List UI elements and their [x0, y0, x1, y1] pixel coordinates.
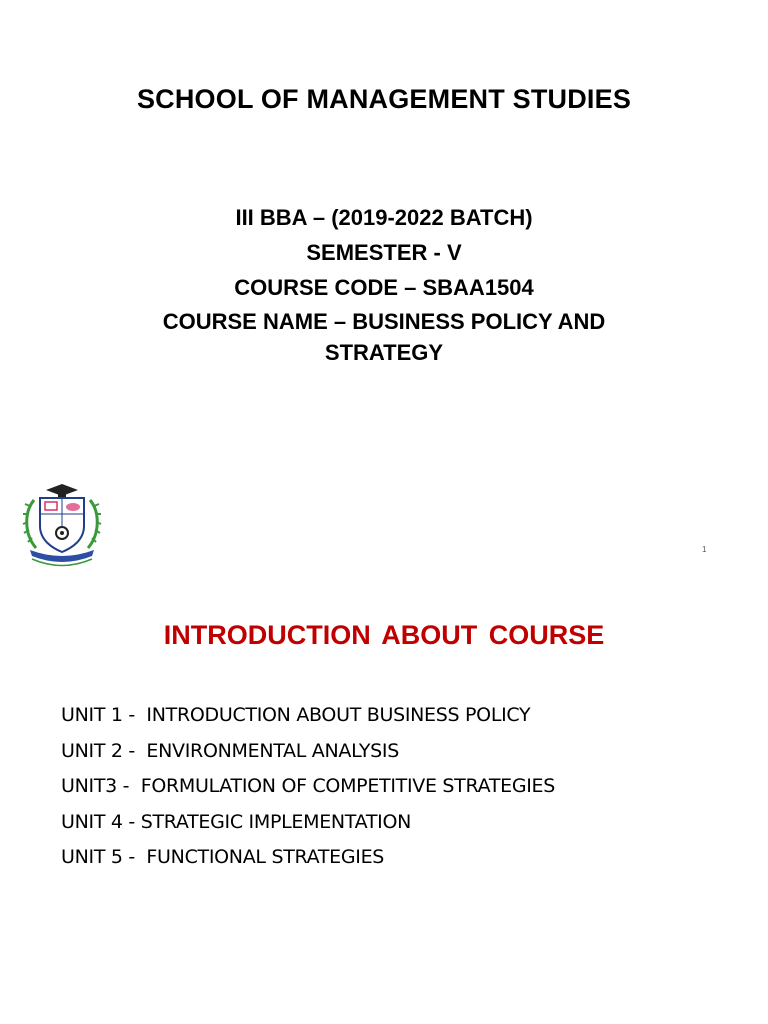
- course-code-line: COURSE CODE – SBAA1504: [234, 275, 534, 300]
- unit-item: UNIT 1 - INTRODUCTION ABOUT BUSINESS POLICY: [61, 704, 531, 726]
- batch-line: III BBA – (2019-2022 BATCH): [235, 205, 533, 230]
- school-title: SCHOOL OF MANAGEMENT STUDIES: [136, 84, 632, 114]
- university-emblem-icon: [20, 482, 104, 568]
- unit-item: UNIT 4 - STRATEGIC IMPLEMENTATION: [61, 810, 412, 833]
- unit-item: UNIT3 - FORMULATION OF COMPETITIVE STRATEGIES: [61, 775, 556, 797]
- semester-line: SEMESTER - V: [306, 240, 462, 265]
- course-info: [94, 200, 674, 367]
- intro-title: INTRODUCTION ABOUT COURSE: [163, 620, 605, 650]
- intro-slide: [0, 580, 768, 1024]
- course-name-line: COURSE NAME – BUSINESS POLICY AND: [162, 309, 606, 334]
- unit-item: UNIT 2 - ENVIRONMENTAL ANALYSIS: [61, 739, 399, 762]
- unit-list: [61, 698, 555, 876]
- course-name-continuation: STRATEGY: [324, 340, 444, 365]
- unit-item: UNIT 5 - FUNCTIONAL STRATEGIES: [61, 846, 385, 868]
- page-number: 1: [702, 545, 707, 554]
